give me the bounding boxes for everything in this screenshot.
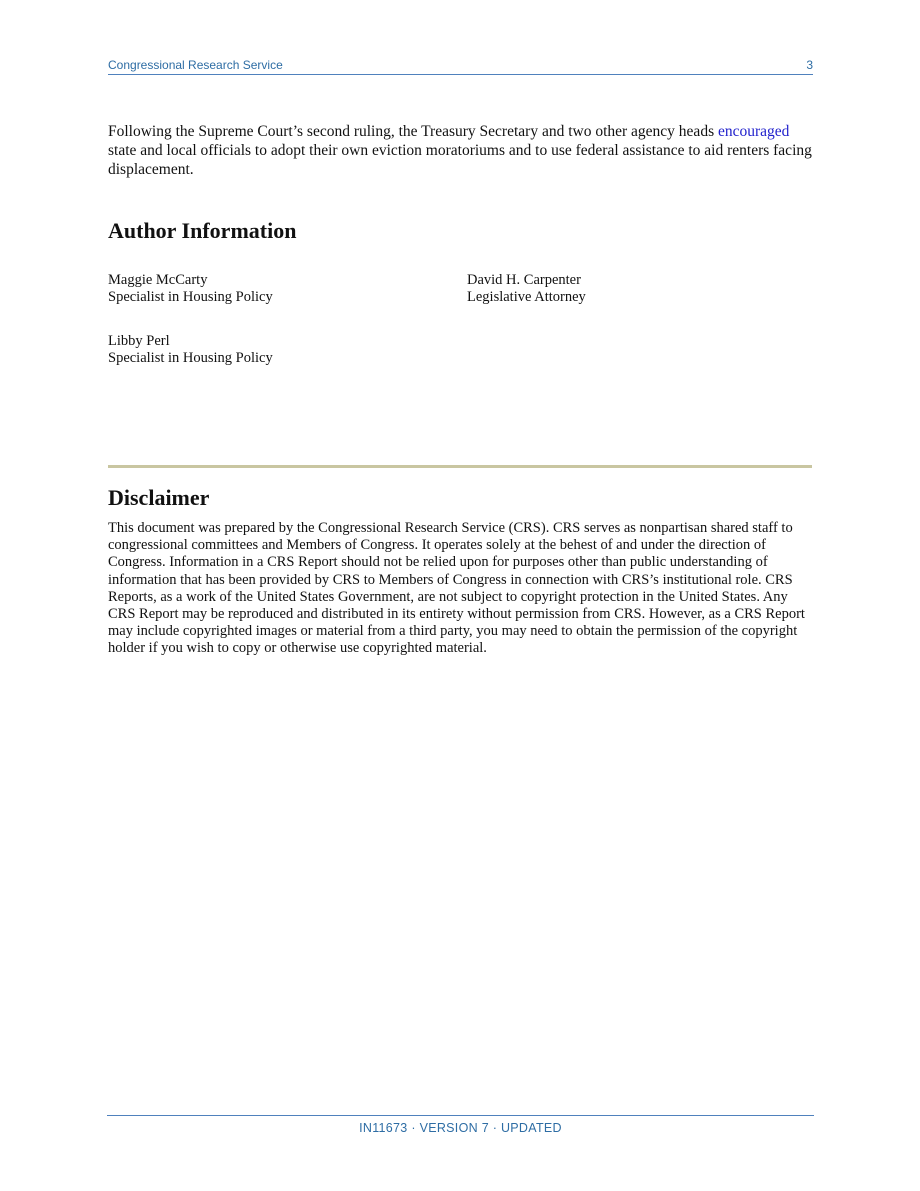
- body-text-suffix: state and local officials to adopt their own eviction moratoriums and to use federal assistance to aid renters facing displacement.: [108, 142, 812, 178]
- author-card: [108, 272, 273, 306]
- disclaimer-text: This document was prepared by the Congressional Research Service (CRS). CRS serves as nonpartisan shared staff to congressional committees and Members of Congress. It operates solely at the behest of and under the direction of Congress. Information in a CRS Report should not be relied upon for purposes other than public understanding of information that has been provided by CRS to Members of Congress in connection with CRS’s institutional role. CRS Reports, as a work of the United States Government, are not subject to copyright protection in the United States. Any CRS Report may be reproduced and distributed in its entirety without permission from CRS. However, as a CRS Report may include copyrighted images or material from a third party, you may need to obtain the permission of the copyright holder if you wish to copy or otherwise use copyrighted material.: [108, 520, 805, 657]
- author-information-heading: Author Information: [108, 218, 297, 243]
- page-header: [108, 58, 813, 75]
- author-card: [108, 333, 273, 367]
- footer-text: IN11673 · VERSION 7 · UPDATED: [359, 1121, 562, 1135]
- author-title: Legislative Attorney: [467, 289, 586, 305]
- body-paragraph: [108, 122, 818, 179]
- author-title: Specialist in Housing Policy: [108, 350, 273, 366]
- page-number: 3: [806, 58, 813, 72]
- body-text-prefix: Following the Supreme Court’s second ruling, the Treasury Secretary and two other agency heads: [108, 123, 718, 140]
- author-title: Specialist in Housing Policy: [108, 289, 273, 305]
- section-divider: [108, 465, 812, 468]
- header-publisher: Congressional Research Service: [108, 58, 283, 72]
- author-name: Libby Perl: [108, 333, 170, 349]
- encouraged-link[interactable]: encouraged: [717, 123, 790, 140]
- author-name: Maggie McCarty: [108, 272, 208, 288]
- page-footer: [107, 1115, 814, 1135]
- disclaimer-heading: Disclaimer: [108, 485, 210, 510]
- author-name: David H. Carpenter: [467, 272, 581, 288]
- author-card: [467, 272, 586, 306]
